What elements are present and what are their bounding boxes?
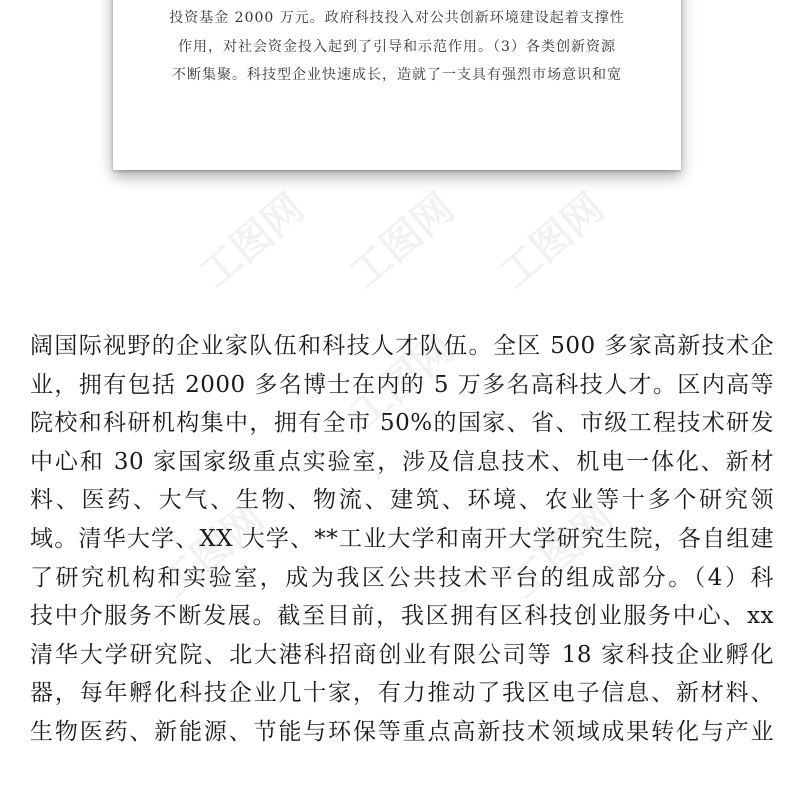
- body-line: 阔国际视野的企业家队伍和科技人才队伍。全区 500 多家高新技术企: [30, 333, 774, 359]
- document-page-card: [113, 0, 681, 170]
- watermark: 工图网: [341, 324, 463, 438]
- body-line: 了研究机构和实验室，成为我区公共技术平台的组成部分。（4）科: [30, 564, 774, 591]
- body-line: 业，拥有包括 2000 多名博士在内的 5 万多名高科技人才。区内高等: [30, 371, 774, 398]
- card-line: 不断集聚。科技型企业快速成长，造就了一支具有强烈市场意识和宽: [172, 67, 622, 83]
- watermark: 工图网: [191, 184, 313, 298]
- body-line: 院校和科研机构集中，拥有全市 50%的国家、省、市级工程技术研发: [30, 410, 774, 437]
- watermark: 工图网: [151, 494, 273, 608]
- card-line: 投资基金 2000 万元。政府科技投入对公共创新环境建设起着支撑性: [169, 10, 625, 26]
- watermark: 工图网: [501, 494, 623, 608]
- body-line: 清华大学研究院、北大港科招商创业有限公司等 18 家科技企业孵化: [30, 641, 774, 668]
- body-line: 器，每年孵化科技企业几十家，有力推动了我区电子信息、新材料、: [30, 680, 774, 707]
- watermark: 工图网: [341, 184, 463, 298]
- card-line: 作用，对社会资金投入起到了引导和示范作用。（3）各类创新资源: [178, 38, 616, 55]
- body-paragraph: [30, 327, 774, 752]
- card-paragraph: [113, 4, 681, 90]
- body-line: 技中介服务不断发展。截至目前，我区拥有区科技创业服务中心、xx: [30, 603, 774, 630]
- watermark: 工图网: [491, 184, 613, 298]
- body-line: 中心和 30 家国家级重点实验室，涉及信息技术、机电一体化、新材: [30, 448, 774, 475]
- body-line: 域。清华大学、XX 大学、**工业大学和南开大学研究生院，各自组建: [30, 525, 774, 552]
- body-line: 料、医药、大气、生物、物流、建筑、环境、农业等十多个研究领: [30, 487, 774, 514]
- body-line: 生物医药、新能源、节能与环保等重点高新技术领域成果转化与产业: [30, 718, 774, 745]
